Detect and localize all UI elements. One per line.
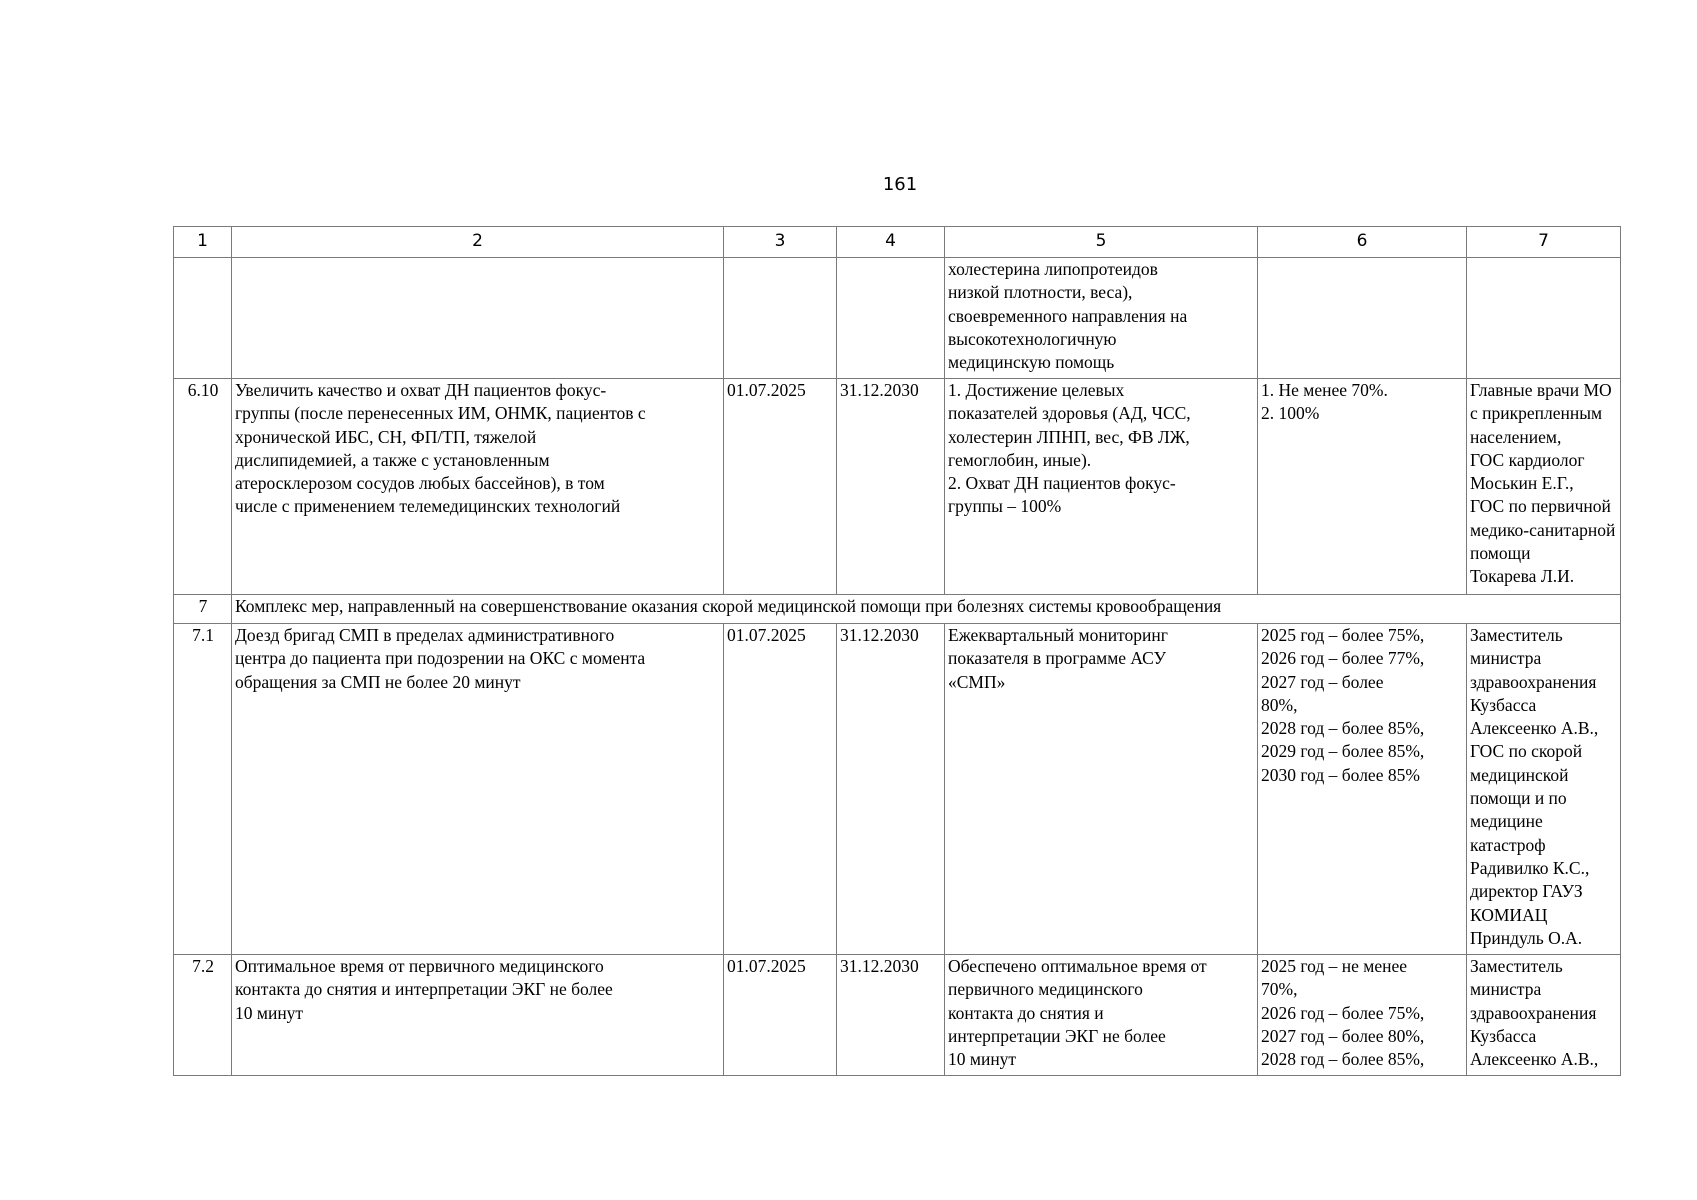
text-line: 2029 год – более 85%,: [1261, 741, 1425, 762]
text-line: 1. Не менее 70%.: [1261, 380, 1388, 400]
text-line: числе с применением телемедицинских технологий: [235, 496, 621, 517]
text-line: показателя в программе АСУ: [948, 648, 1167, 669]
text-line: медицине: [1470, 811, 1543, 832]
cell-section-title: Комплекс мер, направленный на совершенствование оказания скорой медицинской помощи при болезнях системы кровообращения: [232, 595, 1621, 624]
cell-target: [1258, 379, 1467, 595]
cell-end-date: 31.12.2030: [837, 955, 945, 1076]
text-line: интерпретации ЭКГ не более: [948, 1025, 1166, 1046]
text-line: Радивилко К.С.,: [1470, 857, 1590, 878]
text-line: с прикрепленным: [1470, 403, 1603, 424]
cell-result: [945, 258, 1258, 379]
text-line: атеросклерозом сосудов любых бассейнов), в том: [235, 473, 605, 494]
text-line: низкой плотности, веса),: [948, 282, 1133, 303]
text-line: помощи: [1470, 543, 1531, 564]
cell-start-date: 01.07.2025: [724, 955, 837, 1076]
text-line: 2. 100%: [1261, 403, 1320, 424]
cell-responsible: [1467, 379, 1621, 595]
text-line: Оптимальное время от первичного медицинского: [235, 956, 604, 976]
cell-target: [1258, 955, 1467, 1076]
cell-number: 6.10: [174, 379, 232, 595]
table-row-7-2: [174, 955, 1621, 1076]
table-row-7-1: [174, 624, 1621, 955]
text-line: здравоохранения: [1470, 671, 1597, 692]
text-line: Обеспечено оптимальное время от: [948, 956, 1207, 976]
header-row: [174, 227, 1621, 258]
header-col-1: 1: [174, 227, 232, 258]
cell-measure: [232, 624, 724, 955]
text-line: министра: [1470, 979, 1542, 1000]
text-line: 2027 год – более: [1261, 671, 1384, 692]
text-line: Кузбасса: [1470, 694, 1537, 715]
cell-number: 7: [174, 595, 232, 624]
text-line: группы – 100%: [948, 496, 1062, 517]
header-col-3: 3: [724, 227, 837, 258]
text-line: Кузбасса: [1470, 1025, 1537, 1046]
text-line: 2. Охват ДН пациентов фокус-: [948, 473, 1176, 494]
cell-result: [945, 955, 1258, 1076]
cell-empty: [724, 258, 837, 379]
text-line: Алексеенко А.В.,: [1470, 718, 1599, 739]
text-line: своевременного направления на: [948, 305, 1188, 326]
text-line: министра: [1470, 648, 1542, 669]
cell-result: [945, 624, 1258, 955]
page-number: 161: [882, 174, 918, 195]
text-line: «СМП»: [948, 671, 1006, 692]
text-line: обращения за СМП не более 20 минут: [235, 671, 521, 692]
cell-number: 7.2: [174, 955, 232, 1076]
header-col-5: 5: [945, 227, 1258, 258]
text-line: ГОС по скорой: [1470, 741, 1583, 762]
cell-empty: [1258, 258, 1467, 379]
table-row-6-10: [174, 379, 1621, 595]
header-col-7: 7: [1467, 227, 1621, 258]
text-line: высокотехнологичную: [948, 328, 1117, 349]
text-line: Увеличить качество и охват ДН пациентов фокус-: [235, 380, 607, 400]
cell-empty: [232, 258, 724, 379]
text-line: 2027 год – более 80%,: [1261, 1025, 1425, 1046]
cell-target: [1258, 624, 1467, 955]
text-line: первичного медицинского: [948, 979, 1143, 1000]
text-line: 1. Достижение целевых: [948, 380, 1125, 400]
text-line: контакта до снятия и интерпретации ЭКГ не более: [235, 979, 613, 1000]
text-line: Токарева Л.И.: [1470, 566, 1575, 587]
text-line: 80%,: [1261, 694, 1298, 715]
text-line: гемоглобин, иные).: [948, 449, 1092, 470]
text-line: холестерина липопротеидов: [948, 259, 1158, 279]
text-line: Приндуль О.А.: [1470, 927, 1583, 948]
text-line: центра до пациента при подозрении на ОКС с момента: [235, 648, 646, 669]
text-line: 2025 год – не менее: [1261, 956, 1408, 976]
text-line: медицинскую помощь: [948, 352, 1115, 373]
text-line: 70%,: [1261, 979, 1298, 1000]
cell-result: [945, 379, 1258, 595]
text-line: показателей здоровья (АД, ЧСС,: [948, 403, 1191, 424]
text-line: здравоохранения: [1470, 1002, 1597, 1023]
header-col-2: 2: [232, 227, 724, 258]
cell-end-date: 31.12.2030: [837, 624, 945, 955]
header-col-6: 6: [1258, 227, 1467, 258]
header-col-4: 4: [837, 227, 945, 258]
text-line: помощи и по: [1470, 788, 1567, 809]
cell-empty: [1467, 258, 1621, 379]
text-line: Доезд бригад СМП в пределах административного: [235, 625, 615, 645]
text-line: ГОС по первичной: [1470, 496, 1611, 517]
text-line: Заместитель: [1470, 956, 1563, 976]
text-line: директор ГАУЗ: [1470, 881, 1583, 902]
cell-number: 7.1: [174, 624, 232, 955]
table-row-continued: [174, 258, 1621, 379]
text-line: медицинской: [1470, 764, 1569, 785]
cell-start-date: 01.07.2025: [724, 379, 837, 595]
text-line: Моськин Е.Г.,: [1470, 473, 1574, 494]
text-line: Главные врачи МО: [1470, 380, 1612, 400]
text-line: 2028 год – более 85%,: [1261, 718, 1425, 739]
text-line: 2026 год – более 75%,: [1261, 1002, 1425, 1023]
cell-start-date: 01.07.2025: [724, 624, 837, 955]
cell-responsible: [1467, 624, 1621, 955]
text-line: медико-санитарной: [1470, 519, 1616, 540]
cell-responsible: [1467, 955, 1621, 1076]
text-line: 2030 год – более 85%: [1261, 764, 1420, 785]
text-line: 2026 год – более 77%,: [1261, 648, 1425, 669]
text-line: ГОС кардиолог: [1470, 449, 1585, 470]
text-line: 2025 год – более 75%,: [1261, 625, 1425, 645]
text-line: группы (после перенесенных ИМ, ОНМК, пациентов с: [235, 403, 646, 424]
text-line: 2028 год – более 85%,: [1261, 1049, 1425, 1070]
table-row-section-7: [174, 595, 1621, 624]
cell-end-date: 31.12.2030: [837, 379, 945, 595]
text-line: дислипидемией, а также с установленным: [235, 449, 550, 470]
text-line: холестерин ЛПНП, вес, ФВ ЛЖ,: [948, 426, 1190, 447]
cell-measure: [232, 955, 724, 1076]
text-line: Ежеквартальный мониторинг: [948, 625, 1168, 645]
text-line: Алексеенко А.В.,: [1470, 1049, 1599, 1070]
text-line: 10 минут: [235, 1002, 304, 1023]
text-line: населением,: [1470, 426, 1562, 447]
text-line: 10 минут: [948, 1049, 1017, 1070]
text-line: хронической ИБС, СН, ФП/ТП, тяжелой: [235, 426, 537, 447]
cell-empty: [174, 258, 232, 379]
text-line: Заместитель: [1470, 625, 1563, 645]
cell-measure: [232, 379, 724, 595]
text-line: катастроф: [1470, 834, 1546, 855]
text-line: контакта до снятия и: [948, 1002, 1104, 1023]
cell-empty: [837, 258, 945, 379]
measures-table: [173, 226, 1621, 1076]
text-line: КОМИАЦ: [1470, 904, 1548, 925]
